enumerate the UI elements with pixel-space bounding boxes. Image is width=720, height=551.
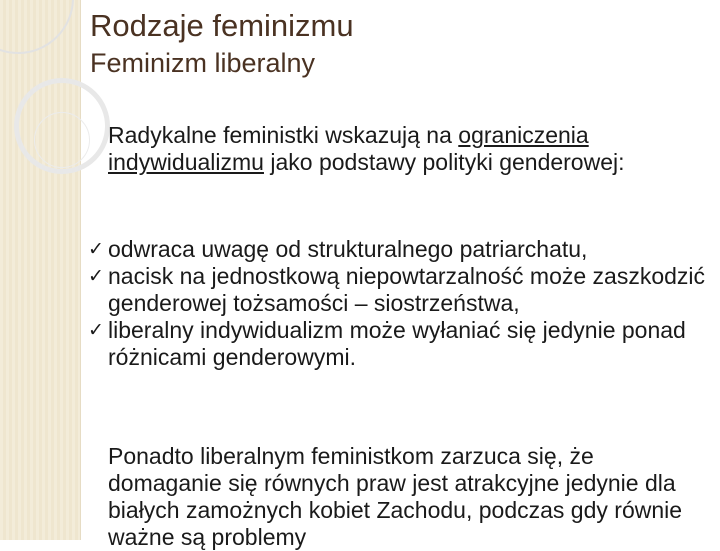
list-item-text: odwraca uwagę od strukturalnego patriarchatu, [108, 236, 588, 262]
intro-text-end: jako podstawy polityki genderowej: [263, 149, 625, 175]
check-icon: ✓ [88, 266, 104, 287]
check-icon: ✓ [88, 239, 104, 260]
check-list [88, 236, 713, 371]
list-item [88, 236, 713, 263]
decorative-ring-inner [34, 112, 90, 168]
list-item [88, 263, 713, 317]
intro-text-start: Radykalne feministki wskazują na [108, 122, 459, 148]
list-item-text: nacisk na jednostkową niepowtarzalność może zaszkodzić genderowej tożsamości – siostrzeństwa, [108, 263, 706, 316]
intro-paragraph [108, 122, 708, 176]
outro-paragraph: Ponadto liberalnym feministkom zarzuca się, że domaganie się równych praw jest atrakcyjne jedynie dla białych zamożnych kobiet Zachodu, podczas gdy równie ważne są problemy [108, 443, 683, 550]
list-item-text: liberalny indywidualizm może wyłaniać się jedynie ponad różnicami genderowymi. [108, 317, 686, 370]
list-item [88, 317, 713, 371]
intro-underlined-phrase: ograniczenia indywidualizmu [108, 122, 589, 175]
check-icon: ✓ [88, 320, 104, 341]
slide-title: Rodzaje feminizmu [90, 8, 354, 43]
slide-subtitle: Feminizm liberalny [90, 48, 316, 78]
